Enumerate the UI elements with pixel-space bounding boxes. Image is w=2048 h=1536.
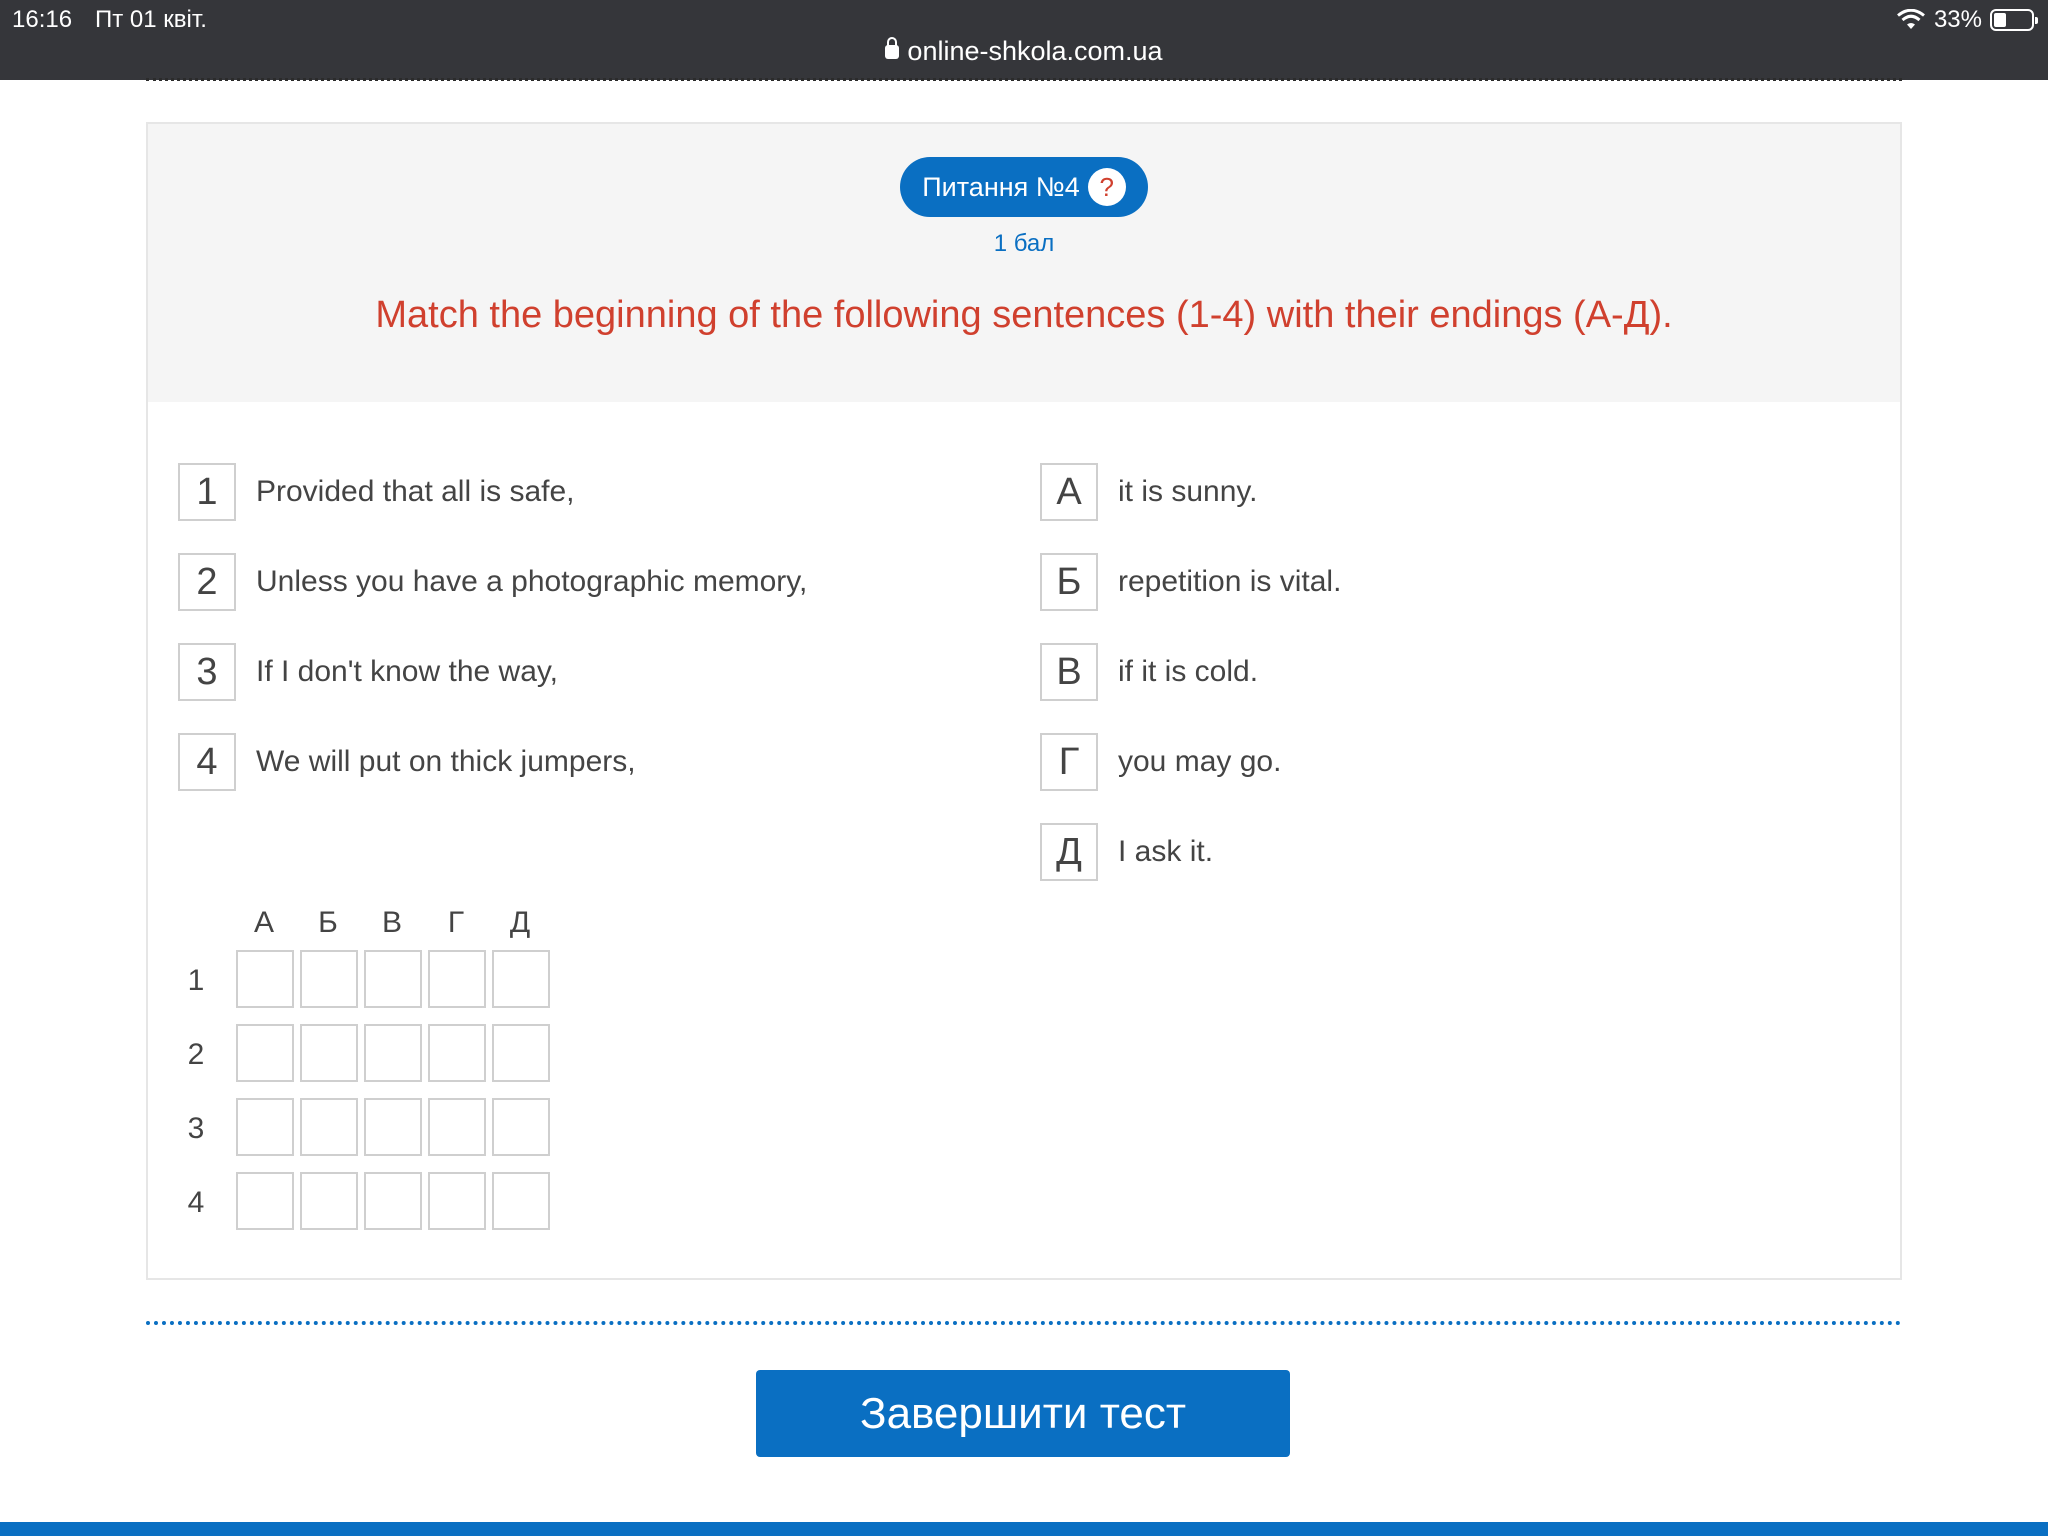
grid-column-label: В (381, 906, 402, 939)
grid-row-label: 1 (187, 964, 205, 997)
ending-item-v (1040, 642, 1258, 702)
help-icon[interactable]: ? (1088, 168, 1126, 206)
status-date: Пт 01 квіт. (95, 6, 207, 33)
answer-cell-2-a[interactable] (236, 1024, 294, 1082)
answer-cell-3-a[interactable] (236, 1098, 294, 1156)
ending-text: repetition is vital. (1118, 565, 1342, 598)
ending-text: it is sunny. (1118, 475, 1258, 508)
beginning-item-2 (178, 552, 807, 612)
beginning-item-4 (178, 732, 636, 792)
bottom-divider (146, 1321, 1902, 1325)
answer-cell-2-v[interactable] (364, 1024, 422, 1082)
answer-cell-3-d[interactable] (492, 1098, 550, 1156)
wifi-icon (1896, 9, 1926, 31)
footer-bar (0, 1522, 2048, 1536)
beginning-key: 2 (178, 553, 236, 611)
beginning-key: 4 (178, 733, 236, 791)
question-number-badge[interactable] (900, 157, 1148, 217)
answer-cell-4-g[interactable] (428, 1172, 486, 1230)
question-points: 1 бал (993, 230, 1055, 257)
answer-cell-3-b[interactable] (300, 1098, 358, 1156)
battery-percent: 33% (1933, 6, 1982, 33)
answer-cell-1-d[interactable] (492, 950, 550, 1008)
beginning-text: Provided that all is safe, (256, 475, 575, 508)
grid-column-label: Г (447, 906, 465, 939)
ending-item-g (1040, 732, 1281, 792)
status-bar (0, 0, 2048, 80)
finish-test-button[interactable]: Завершити тест (756, 1370, 1290, 1457)
beginning-item-1 (178, 462, 575, 522)
answer-cell-3-g[interactable] (428, 1098, 486, 1156)
grid-column-label: Б (318, 906, 338, 939)
ending-item-d (1040, 822, 1213, 882)
grid-row-label: 2 (187, 1038, 205, 1071)
answer-cell-4-d[interactable] (492, 1172, 550, 1230)
answer-cell-1-a[interactable] (236, 950, 294, 1008)
answer-cell-3-v[interactable] (364, 1098, 422, 1156)
ending-item-b (1040, 552, 1341, 612)
grid-row-label: 3 (187, 1112, 205, 1145)
status-indicators (1896, 6, 2034, 34)
answer-cell-1-b[interactable] (300, 950, 358, 1008)
answer-cell-2-b[interactable] (300, 1024, 358, 1082)
ending-key: Б (1040, 553, 1098, 611)
url-text: online-shkola.com.ua (907, 36, 1163, 66)
question-number-label: Питання №4 (922, 171, 1080, 202)
ending-key: Д (1040, 823, 1098, 881)
grid-column-label: Д (509, 906, 531, 939)
beginning-text: We will put on thick jumpers, (256, 745, 636, 778)
ending-key: А (1040, 463, 1098, 521)
answer-cell-4-a[interactable] (236, 1172, 294, 1230)
status-time: 16:16 (12, 6, 73, 33)
ending-key: В (1040, 643, 1098, 701)
ending-key: Г (1040, 733, 1098, 791)
answer-cell-2-d[interactable] (492, 1024, 550, 1082)
beginning-item-3 (178, 642, 558, 702)
battery-icon (1990, 9, 2034, 31)
question-header (148, 124, 1900, 402)
grid-row-label: 4 (187, 1186, 205, 1219)
answer-cell-4-v[interactable] (364, 1172, 422, 1230)
grid-column-label: А (253, 906, 274, 939)
ending-text: I ask it. (1118, 835, 1214, 868)
beginning-text: Unless you have a photographic memory, (256, 565, 808, 598)
answer-cell-1-v[interactable] (364, 950, 422, 1008)
ending-item-a (1040, 462, 1258, 522)
answer-cell-4-b[interactable] (300, 1172, 358, 1230)
ending-text: you may go. (1118, 745, 1282, 778)
answer-cell-1-g[interactable] (428, 950, 486, 1008)
beginning-text: If I don't know the way, (256, 655, 558, 688)
question-card (146, 122, 1902, 1280)
beginning-key: 1 (178, 463, 236, 521)
answer-cell-2-g[interactable] (428, 1024, 486, 1082)
top-divider (146, 78, 1902, 81)
lock-icon (885, 45, 899, 59)
beginning-key: 3 (178, 643, 236, 701)
address-bar[interactable] (0, 36, 2048, 67)
question-instruction: Match the beginning of the following sentences (1-4) with their endings (А-Д). (375, 294, 1673, 336)
ending-text: if it is cold. (1118, 655, 1259, 688)
